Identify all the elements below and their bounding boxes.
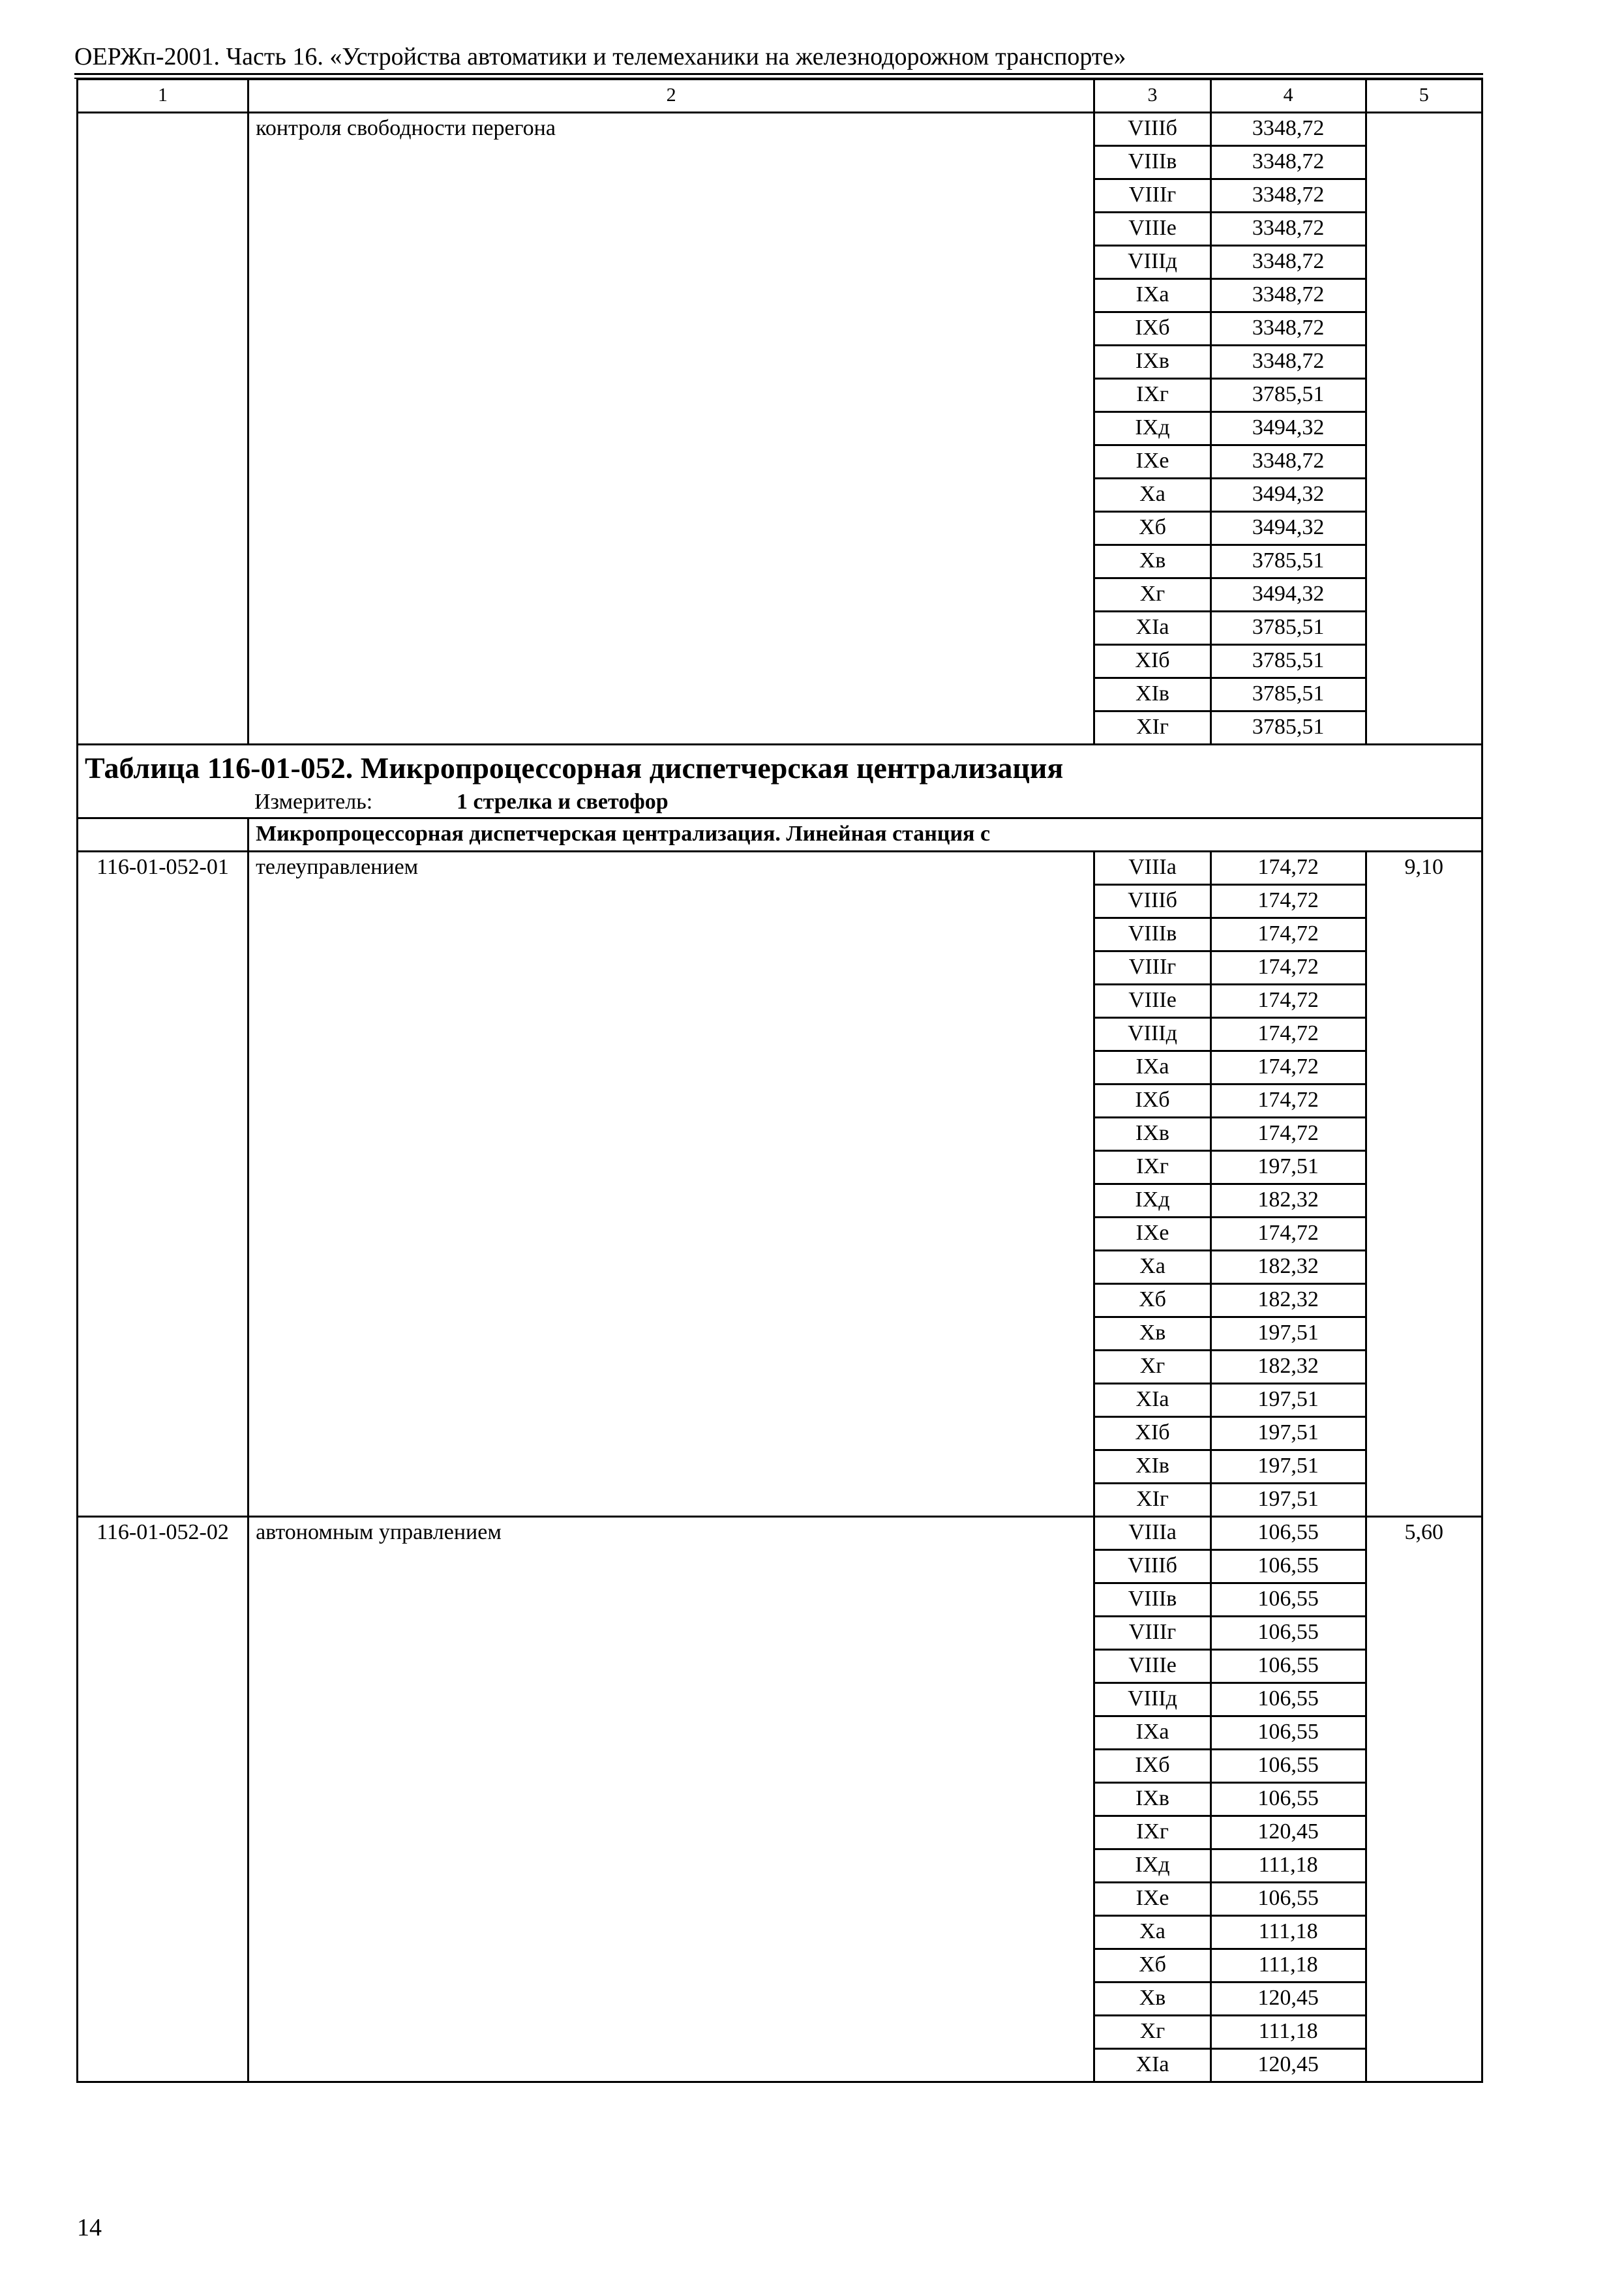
category-cell: XIа xyxy=(1094,2049,1210,2082)
rate-value-cell: 3348,72 xyxy=(1210,346,1366,379)
category-cell: XIб xyxy=(1094,645,1210,678)
category-cell: IXд xyxy=(1094,412,1210,445)
category-cell: VIIIв xyxy=(1094,1583,1210,1617)
rate-value-cell: 111,18 xyxy=(1210,1849,1366,1883)
category-cell: Xг xyxy=(1094,2016,1210,2049)
rate-value-cell: 182,32 xyxy=(1210,1251,1366,1284)
category-cell: VIIIд xyxy=(1094,1683,1210,1716)
category-cell: Xб xyxy=(1094,512,1210,545)
category-cell: IXе xyxy=(1094,445,1210,479)
rate-value-cell: 106,55 xyxy=(1210,1583,1366,1617)
category-cell: IXа xyxy=(1094,1051,1210,1085)
rate-value-cell: 3785,51 xyxy=(1210,612,1366,645)
rate-value-cell: 3785,51 xyxy=(1210,711,1366,745)
rate-description: телеуправлением xyxy=(248,852,1094,1517)
rate-value-cell: 197,51 xyxy=(1210,1450,1366,1484)
rate-description: автономным управлением xyxy=(248,1517,1094,2082)
rate-value-cell: 106,55 xyxy=(1210,1517,1366,1550)
category-cell: IXв xyxy=(1094,1118,1210,1151)
rate-value-cell: 111,18 xyxy=(1210,1916,1366,1949)
rate-code: 116-01-052-01 xyxy=(78,852,248,1517)
rate-value-cell: 3494,32 xyxy=(1210,578,1366,612)
rate-value-cell: 174,72 xyxy=(1210,1018,1366,1051)
page-header: ОЕРЖп-2001. Часть 16. «Устройства автоматики и телемеханики на железнодорожном транспорте» xyxy=(74,43,1126,70)
rate-description: контроля свободности перегона xyxy=(248,113,1094,745)
section-title: Микропроцессорная диспетчерская централизация. Линейная станция с xyxy=(248,818,1482,852)
category-cell: XIв xyxy=(1094,1450,1210,1484)
category-cell: IXе xyxy=(1094,1218,1210,1251)
unit-label: Измеритель: xyxy=(254,790,373,814)
category-cell: VIIIа xyxy=(1094,1517,1210,1550)
category-cell: Xа xyxy=(1094,479,1210,512)
header-rule xyxy=(74,73,1483,75)
table-row xyxy=(78,852,1482,885)
rate-value-cell: 120,45 xyxy=(1210,2049,1366,2082)
category-cell: Xв xyxy=(1094,545,1210,578)
category-cell: Xб xyxy=(1094,1949,1210,1982)
column-number: 4 xyxy=(1210,80,1366,113)
rate-value-cell: 106,55 xyxy=(1210,1716,1366,1750)
category-cell: IXб xyxy=(1094,1085,1210,1118)
category-cell: XIг xyxy=(1094,711,1210,745)
category-cell: VIIIе xyxy=(1094,213,1210,246)
column-number-row xyxy=(78,80,1482,113)
category-cell: Xб xyxy=(1094,1284,1210,1317)
rate-value-cell: 197,51 xyxy=(1210,1484,1366,1517)
category-cell: IXе xyxy=(1094,1883,1210,1916)
category-cell: VIIIе xyxy=(1094,985,1210,1018)
table-row xyxy=(78,1517,1482,1550)
category-cell: Xг xyxy=(1094,578,1210,612)
rate-value-cell: 3494,32 xyxy=(1210,412,1366,445)
unit-value: 1 стрелка и светофор xyxy=(457,790,669,814)
category-cell: IXг xyxy=(1094,1151,1210,1184)
rate-value-cell: 197,51 xyxy=(1210,1384,1366,1417)
table-title-row xyxy=(78,745,1482,818)
rate-value-cell: 3348,72 xyxy=(1210,312,1366,346)
category-cell: IXб xyxy=(1094,1750,1210,1783)
rate-value-cell: 106,55 xyxy=(1210,1683,1366,1716)
category-cell: XIа xyxy=(1094,1384,1210,1417)
rate-value-cell: 3494,32 xyxy=(1210,512,1366,545)
category-cell: XIв xyxy=(1094,678,1210,711)
rate-value-cell: 3348,72 xyxy=(1210,246,1366,279)
rate-value-cell: 106,55 xyxy=(1210,1650,1366,1683)
rate-value-cell: 111,18 xyxy=(1210,2016,1366,2049)
category-cell: IXб xyxy=(1094,312,1210,346)
category-cell: VIIIг xyxy=(1094,179,1210,213)
rate-value-cell: 111,18 xyxy=(1210,1949,1366,1982)
category-cell: IXв xyxy=(1094,1783,1210,1816)
column-number: 5 xyxy=(1366,80,1482,113)
rate-value-cell: 197,51 xyxy=(1210,1417,1366,1450)
category-cell: VIIIа xyxy=(1094,852,1210,885)
category-cell: VIIIв xyxy=(1094,146,1210,179)
rate-value-cell: 120,45 xyxy=(1210,1982,1366,2016)
rate-value-cell: 197,51 xyxy=(1210,1317,1366,1351)
category-cell: IXд xyxy=(1094,1849,1210,1883)
rate-value-cell: 174,72 xyxy=(1210,852,1366,885)
category-cell: XIа xyxy=(1094,612,1210,645)
section-code-cell xyxy=(78,818,248,852)
rate-value-cell: 197,51 xyxy=(1210,1151,1366,1184)
category-cell: Xв xyxy=(1094,1317,1210,1351)
category-cell: IXв xyxy=(1094,346,1210,379)
rate-value-cell: 174,72 xyxy=(1210,1085,1366,1118)
rate-value-cell: 106,55 xyxy=(1210,1883,1366,1916)
column-number: 3 xyxy=(1094,80,1210,113)
rate-value-cell: 106,55 xyxy=(1210,1617,1366,1650)
category-cell: Xа xyxy=(1094,1251,1210,1284)
rate-value-cell: 182,32 xyxy=(1210,1184,1366,1218)
category-cell: VIIIб xyxy=(1094,1550,1210,1583)
rate-value-cell: 120,45 xyxy=(1210,1816,1366,1849)
rate-value-cell: 3348,72 xyxy=(1210,146,1366,179)
category-cell: XIб xyxy=(1094,1417,1210,1450)
rate-value-cell: 3785,51 xyxy=(1210,379,1366,412)
rate-value-cell: 3785,51 xyxy=(1210,645,1366,678)
rate-value-cell: 174,72 xyxy=(1210,885,1366,918)
coefficient-cell: 9,10 xyxy=(1366,852,1482,1517)
rate-value-cell: 174,72 xyxy=(1210,1051,1366,1085)
category-cell: IXа xyxy=(1094,1716,1210,1750)
section-row xyxy=(78,818,1482,852)
rate-value-cell: 174,72 xyxy=(1210,918,1366,951)
category-cell: IXг xyxy=(1094,379,1210,412)
page-number: 14 xyxy=(77,2214,102,2241)
table-title-cell xyxy=(78,745,1482,818)
category-cell: VIIIд xyxy=(1094,246,1210,279)
rate-value-cell: 174,72 xyxy=(1210,1118,1366,1151)
rate-value-cell: 3494,32 xyxy=(1210,479,1366,512)
table-row xyxy=(78,113,1482,146)
category-cell: VIIIб xyxy=(1094,113,1210,146)
coefficient-cell: 5,60 xyxy=(1366,1517,1482,2082)
rate-value-cell: 106,55 xyxy=(1210,1783,1366,1816)
category-cell: VIIIе xyxy=(1094,1650,1210,1683)
column-number: 1 xyxy=(78,80,248,113)
category-cell: Xг xyxy=(1094,1351,1210,1384)
category-cell: VIIIд xyxy=(1094,1018,1210,1051)
rates-table xyxy=(76,78,1483,2083)
rate-value-cell: 3785,51 xyxy=(1210,545,1366,578)
coefficient-cell xyxy=(1366,113,1482,745)
rate-value-cell: 3348,72 xyxy=(1210,445,1366,479)
rate-value-cell: 182,32 xyxy=(1210,1284,1366,1317)
category-cell: VIIIв xyxy=(1094,918,1210,951)
category-cell: Xв xyxy=(1094,1982,1210,2016)
category-cell: IXа xyxy=(1094,279,1210,312)
rate-value-cell: 106,55 xyxy=(1210,1750,1366,1783)
category-cell: VIIIб xyxy=(1094,885,1210,918)
category-cell: VIIIг xyxy=(1094,951,1210,985)
category-cell: Xа xyxy=(1094,1916,1210,1949)
rate-value-cell: 3348,72 xyxy=(1210,179,1366,213)
rate-value-cell: 106,55 xyxy=(1210,1550,1366,1583)
category-cell: XIг xyxy=(1094,1484,1210,1517)
rate-value-cell: 174,72 xyxy=(1210,951,1366,985)
rate-code: 116-01-052-02 xyxy=(78,1517,248,2082)
rate-value-cell: 3348,72 xyxy=(1210,279,1366,312)
unit-line xyxy=(85,787,1475,817)
rate-value-cell: 182,32 xyxy=(1210,1351,1366,1384)
table-title: Таблица 116-01-052. Микропроцессорная диспетчерская централизация xyxy=(85,751,1064,785)
rate-value-cell: 3348,72 xyxy=(1210,113,1366,146)
rate-value-cell: 174,72 xyxy=(1210,985,1366,1018)
rate-value-cell: 3348,72 xyxy=(1210,213,1366,246)
rate-value-cell: 174,72 xyxy=(1210,1218,1366,1251)
rates-table-body xyxy=(78,80,1482,2082)
rate-value-cell: 3785,51 xyxy=(1210,678,1366,711)
category-cell: IXг xyxy=(1094,1816,1210,1849)
category-cell: VIIIг xyxy=(1094,1617,1210,1650)
category-cell: IXд xyxy=(1094,1184,1210,1218)
rate-code xyxy=(78,113,248,745)
column-number: 2 xyxy=(248,80,1094,113)
